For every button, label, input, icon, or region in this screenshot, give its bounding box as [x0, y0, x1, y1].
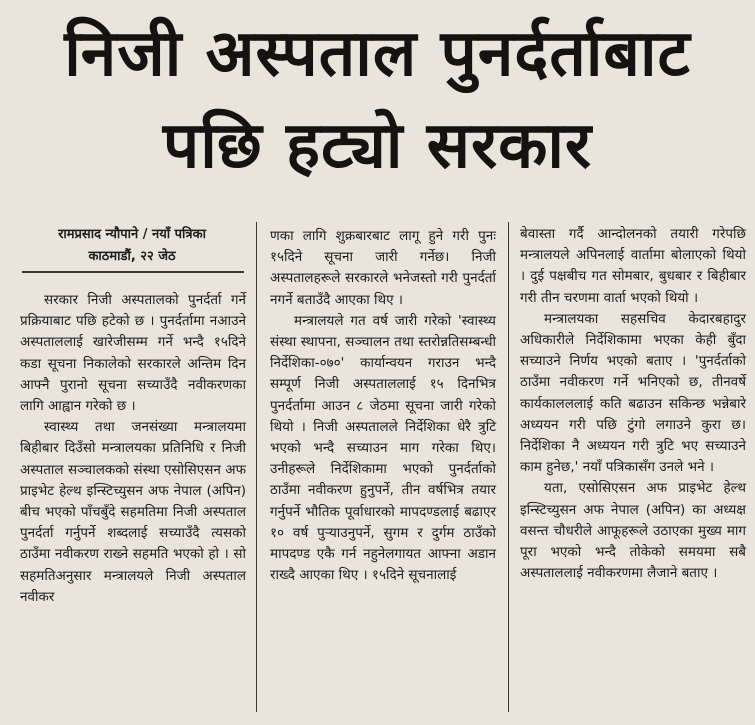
column-divider-1: [256, 222, 257, 712]
column-divider-2: [508, 222, 509, 712]
byline-dateline: काठमाडौं, २२ जेठ: [88, 249, 176, 264]
byline: [22, 224, 242, 268]
col1-paragraph-2: स्वास्थ्य तथा जनसंख्या मन्त्रालयमा बिहीबार दिउँसो मन्त्रालयका प्रतिनिधि र निजी अस्पताल सञ्चालकको संस्था एसोसिएसन अफ प्राइभेट हेल्थ इन्स्टिच्युसन अफ नेपाल (अपिन) बीच भएको पाँचबुँदे सहमतिमा निजी अस्पताल पुनर्दर्ता गर्नुपर्ने शब्दलाई सच्याउँदै त्यसको ठाउँमा नवीकरण राख्ने सहमति भएको हो । सो सहमतिअनुसार मन्त्रालयले निजी अस्पताल नवीकर: [20, 419, 246, 605]
byline-rule: [22, 271, 244, 273]
headline-line-1: निजी अस्पताल पुनर्दर्ताबाट: [64, 17, 691, 91]
article-column-3: [520, 224, 746, 584]
col1-paragraph-1: सरकार निजी अस्पतालको पुनर्दर्ता गर्ने प्रक्रियाबाट पछि हटेको छ । पुनर्दर्तामा नआउने अस्पताललाई खारेजीसम्म गर्ने भन्दै १५दिने कडा सूचना निकालेको सरकारले अन्तिम दिन आफ्नै पुरानो सूचना सच्याउँदै नवीकरणका लागि आह्वान गरेको छ ।: [20, 292, 246, 415]
col2-paragraph-1: णका लागि शुक्रबारबाट लागू हुने गरी पुनः १५दिने सूचना जारी गर्नेछ। निजी अस्पतालहरूले सरकारले भनेजस्तो गरी पुनर्दर्ता नगर्ने बताउँदै आएका थिए ।: [270, 228, 496, 308]
byline-author: रामप्रसाद न्यौपाने / नयाँ पत्रिका: [58, 227, 206, 242]
headline: [0, 8, 755, 192]
article-column-2: [270, 226, 496, 586]
col3-paragraph-3: यता, एसोसिएसन अफ प्राइभेट हेल्थ इन्स्टिच्युसन अफ नेपाल (अपिन) का अध्यक्ष वसन्त चौधरीले आफूहरूले उठाएका मुख्य माग पूरा भएको भन्दै तोकेको समयमा सबै अस्पताललाई नवीकरणमा लैजाने बताए ।: [520, 480, 746, 582]
headline-line-2: पछि हट्यो सरकार: [162, 109, 593, 183]
col3-paragraph-2: मन्त्रालयका सहसचिव केदारबहादुर अधिकारीले निर्देशिकामा भएका केही बुँदा सच्याउने निर्णय भएको बताए । 'पुनर्दर्ताको ठाउँमा नवीकरण गर्ने भनिएको छ, तीनवर्षे कार्यकालललाई कति बढाउन सकिन्छ भन्नेबारे अध्ययन गरी पछि टुंगो लगाउने कुरा छ। निर्देशिका नै अध्ययन गरी त्रुटि भए सच्याउने काम हुनेछ,' नयाँ पत्रिकासँग उनले भने ।: [520, 310, 746, 476]
article-column-1: [20, 290, 246, 608]
col3-paragraph-1: बेवास्ता गर्दै आन्दोलनको तयारी गरेपछि मन्त्रालयले अपिनलाई वार्तामा बोलाएको थियो । दुई पक्षबीच गत सोमबार, बुधबार र बिहीबार गरी तीन चरणमा वार्ता भएको थियो ।: [520, 226, 746, 306]
col2-paragraph-2: मन्त्रालयले गत वर्ष जारी गरेको 'स्वास्थ्य संस्था स्थापना, सञ्चालन तथा स्तरोन्नतिसम्बन्धी निर्देशिका-०७०' कार्यान्वयन गराउन भन्दै सम्पूर्ण निजी अस्पताललाई १५ दिनभित्र पुनर्दर्तामा आउन ८ जेठमा सूचना जारी गरेको थियो । निजी अस्पतालले निर्देशिका धेरै त्रुटि भएको भन्दै सच्याउन माग गरेका थिए। उनीहरूले निर्देशिकामा भएको पुनर्दर्ताको ठाउँमा नवीकरण हुनुपर्ने, तीन वर्षभित्र तयार गर्नुपर्ने भौतिक पूर्वाधारको मापदण्डलाई बढाएर १० वर्ष पुऱ्याउनुपर्ने, सुगम र दुर्गम ठाउँको मापदण्ड एकै गर्न नहुनेलगायत आफ्ना अडान राख्दै आएका थिए । १५दिने सूचनालाई: [270, 312, 496, 584]
